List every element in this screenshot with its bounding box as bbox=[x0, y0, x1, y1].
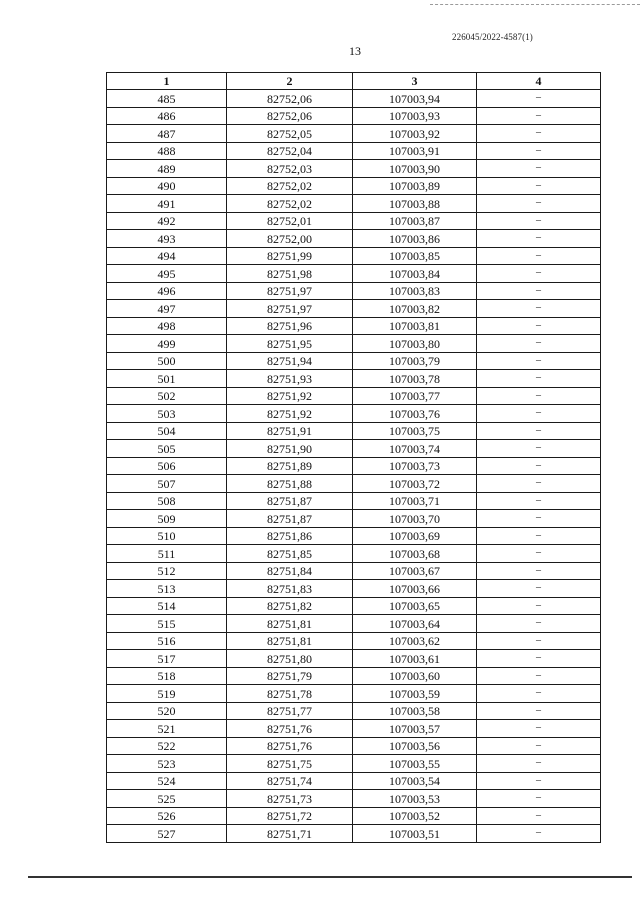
column-header: 3 bbox=[353, 73, 477, 90]
note-cell: – bbox=[477, 650, 601, 668]
table-row bbox=[107, 177, 601, 195]
table-row bbox=[107, 370, 601, 388]
point-number-cell: 503 bbox=[107, 405, 227, 423]
x-coordinate-cell: 82751,76 bbox=[227, 737, 353, 755]
coordinates-table bbox=[106, 72, 601, 843]
note-cell: – bbox=[477, 615, 601, 633]
point-number-cell: 512 bbox=[107, 562, 227, 580]
x-coordinate-cell: 82751,87 bbox=[227, 510, 353, 528]
note-cell: – bbox=[477, 142, 601, 160]
y-coordinate-cell: 107003,89 bbox=[353, 177, 477, 195]
column-header: 2 bbox=[227, 73, 353, 90]
note-cell: – bbox=[477, 405, 601, 423]
note-cell: – bbox=[477, 825, 601, 843]
table-row bbox=[107, 755, 601, 773]
y-coordinate-cell: 107003,79 bbox=[353, 352, 477, 370]
y-coordinate-cell: 107003,87 bbox=[353, 212, 477, 230]
y-coordinate-cell: 107003,83 bbox=[353, 282, 477, 300]
column-header: 4 bbox=[477, 73, 601, 90]
point-number-cell: 497 bbox=[107, 300, 227, 318]
note-cell: – bbox=[477, 527, 601, 545]
point-number-cell: 499 bbox=[107, 335, 227, 353]
table-row bbox=[107, 212, 601, 230]
y-coordinate-cell: 107003,59 bbox=[353, 685, 477, 703]
note-cell: – bbox=[477, 702, 601, 720]
x-coordinate-cell: 82751,82 bbox=[227, 597, 353, 615]
table-row bbox=[107, 440, 601, 458]
note-cell: – bbox=[477, 597, 601, 615]
x-coordinate-cell: 82751,73 bbox=[227, 790, 353, 808]
table-row bbox=[107, 422, 601, 440]
point-number-cell: 501 bbox=[107, 370, 227, 388]
x-coordinate-cell: 82752,01 bbox=[227, 212, 353, 230]
note-cell: – bbox=[477, 370, 601, 388]
note-cell: – bbox=[477, 352, 601, 370]
x-coordinate-cell: 82751,81 bbox=[227, 615, 353, 633]
x-coordinate-cell: 82751,80 bbox=[227, 650, 353, 668]
table-row bbox=[107, 300, 601, 318]
x-coordinate-cell: 82752,04 bbox=[227, 142, 353, 160]
point-number-cell: 488 bbox=[107, 142, 227, 160]
x-coordinate-cell: 82751,74 bbox=[227, 772, 353, 790]
table-header-row bbox=[107, 73, 601, 90]
x-coordinate-cell: 82751,85 bbox=[227, 545, 353, 563]
y-coordinate-cell: 107003,67 bbox=[353, 562, 477, 580]
x-coordinate-cell: 82752,02 bbox=[227, 195, 353, 213]
table-row bbox=[107, 825, 601, 843]
table-row bbox=[107, 282, 601, 300]
point-number-cell: 507 bbox=[107, 475, 227, 493]
note-cell: – bbox=[477, 125, 601, 143]
x-coordinate-cell: 82751,75 bbox=[227, 755, 353, 773]
note-cell: – bbox=[477, 422, 601, 440]
point-number-cell: 498 bbox=[107, 317, 227, 335]
y-coordinate-cell: 107003,92 bbox=[353, 125, 477, 143]
y-coordinate-cell: 107003,69 bbox=[353, 527, 477, 545]
column-header: 1 bbox=[107, 73, 227, 90]
y-coordinate-cell: 107003,74 bbox=[353, 440, 477, 458]
table-row bbox=[107, 807, 601, 825]
x-coordinate-cell: 82751,71 bbox=[227, 825, 353, 843]
table-row bbox=[107, 737, 601, 755]
y-coordinate-cell: 107003,90 bbox=[353, 160, 477, 178]
point-number-cell: 508 bbox=[107, 492, 227, 510]
x-coordinate-cell: 82751,96 bbox=[227, 317, 353, 335]
x-coordinate-cell: 82751,95 bbox=[227, 335, 353, 353]
table-row bbox=[107, 387, 601, 405]
y-coordinate-cell: 107003,86 bbox=[353, 230, 477, 248]
point-number-cell: 502 bbox=[107, 387, 227, 405]
y-coordinate-cell: 107003,75 bbox=[353, 422, 477, 440]
note-cell: – bbox=[477, 457, 601, 475]
x-coordinate-cell: 82751,81 bbox=[227, 632, 353, 650]
table-row bbox=[107, 265, 601, 283]
note-cell: – bbox=[477, 790, 601, 808]
table-row bbox=[107, 720, 601, 738]
point-number-cell: 493 bbox=[107, 230, 227, 248]
point-number-cell: 511 bbox=[107, 545, 227, 563]
point-number-cell: 489 bbox=[107, 160, 227, 178]
note-cell: – bbox=[477, 492, 601, 510]
point-number-cell: 492 bbox=[107, 212, 227, 230]
note-cell: – bbox=[477, 195, 601, 213]
table-row bbox=[107, 702, 601, 720]
x-coordinate-cell: 82751,76 bbox=[227, 720, 353, 738]
note-cell: – bbox=[477, 685, 601, 703]
table-row bbox=[107, 492, 601, 510]
note-cell: – bbox=[477, 510, 601, 528]
table-row bbox=[107, 510, 601, 528]
note-cell: – bbox=[477, 580, 601, 598]
x-coordinate-cell: 82751,90 bbox=[227, 440, 353, 458]
note-cell: – bbox=[477, 667, 601, 685]
table-row bbox=[107, 352, 601, 370]
note-cell: – bbox=[477, 230, 601, 248]
table-row bbox=[107, 545, 601, 563]
x-coordinate-cell: 82752,06 bbox=[227, 90, 353, 108]
point-number-cell: 526 bbox=[107, 807, 227, 825]
table-row bbox=[107, 650, 601, 668]
page-number: 13 bbox=[349, 44, 361, 58]
y-coordinate-cell: 107003,78 bbox=[353, 370, 477, 388]
x-coordinate-cell: 82751,79 bbox=[227, 667, 353, 685]
note-cell: – bbox=[477, 737, 601, 755]
note-cell: – bbox=[477, 632, 601, 650]
note-cell: – bbox=[477, 545, 601, 563]
point-number-cell: 486 bbox=[107, 107, 227, 125]
x-coordinate-cell: 82751,87 bbox=[227, 492, 353, 510]
x-coordinate-cell: 82751,77 bbox=[227, 702, 353, 720]
note-cell: – bbox=[477, 177, 601, 195]
note-cell: – bbox=[477, 300, 601, 318]
table-row bbox=[107, 160, 601, 178]
point-number-cell: 510 bbox=[107, 527, 227, 545]
note-cell: – bbox=[477, 90, 601, 108]
x-coordinate-cell: 82751,78 bbox=[227, 685, 353, 703]
note-cell: – bbox=[477, 440, 601, 458]
table-row bbox=[107, 335, 601, 353]
table-row bbox=[107, 632, 601, 650]
table-row bbox=[107, 317, 601, 335]
x-coordinate-cell: 82752,02 bbox=[227, 177, 353, 195]
table-row bbox=[107, 230, 601, 248]
note-cell: – bbox=[477, 160, 601, 178]
point-number-cell: 527 bbox=[107, 825, 227, 843]
x-coordinate-cell: 82751,89 bbox=[227, 457, 353, 475]
bottom-scan-rule bbox=[28, 876, 632, 878]
note-cell: – bbox=[477, 807, 601, 825]
table-row bbox=[107, 580, 601, 598]
table-row bbox=[107, 405, 601, 423]
y-coordinate-cell: 107003,62 bbox=[353, 632, 477, 650]
y-coordinate-cell: 107003,88 bbox=[353, 195, 477, 213]
table-body bbox=[107, 90, 601, 843]
y-coordinate-cell: 107003,66 bbox=[353, 580, 477, 598]
y-coordinate-cell: 107003,51 bbox=[353, 825, 477, 843]
point-number-cell: 506 bbox=[107, 457, 227, 475]
x-coordinate-cell: 82751,98 bbox=[227, 265, 353, 283]
table-row bbox=[107, 685, 601, 703]
table-row bbox=[107, 772, 601, 790]
y-coordinate-cell: 107003,55 bbox=[353, 755, 477, 773]
y-coordinate-cell: 107003,73 bbox=[353, 457, 477, 475]
x-coordinate-cell: 82751,72 bbox=[227, 807, 353, 825]
table-row bbox=[107, 562, 601, 580]
y-coordinate-cell: 107003,68 bbox=[353, 545, 477, 563]
y-coordinate-cell: 107003,53 bbox=[353, 790, 477, 808]
y-coordinate-cell: 107003,93 bbox=[353, 107, 477, 125]
point-number-cell: 515 bbox=[107, 615, 227, 633]
point-number-cell: 518 bbox=[107, 667, 227, 685]
y-coordinate-cell: 107003,71 bbox=[353, 492, 477, 510]
x-coordinate-cell: 82751,93 bbox=[227, 370, 353, 388]
top-scan-rule bbox=[430, 4, 640, 5]
note-cell: – bbox=[477, 212, 601, 230]
y-coordinate-cell: 107003,82 bbox=[353, 300, 477, 318]
point-number-cell: 509 bbox=[107, 510, 227, 528]
note-cell: – bbox=[477, 282, 601, 300]
x-coordinate-cell: 82752,05 bbox=[227, 125, 353, 143]
table-row bbox=[107, 90, 601, 108]
x-coordinate-cell: 82751,86 bbox=[227, 527, 353, 545]
point-number-cell: 487 bbox=[107, 125, 227, 143]
point-number-cell: 523 bbox=[107, 755, 227, 773]
y-coordinate-cell: 107003,77 bbox=[353, 387, 477, 405]
y-coordinate-cell: 107003,58 bbox=[353, 702, 477, 720]
point-number-cell: 517 bbox=[107, 650, 227, 668]
x-coordinate-cell: 82751,99 bbox=[227, 247, 353, 265]
note-cell: – bbox=[477, 107, 601, 125]
point-number-cell: 504 bbox=[107, 422, 227, 440]
table-row bbox=[107, 615, 601, 633]
note-cell: – bbox=[477, 317, 601, 335]
table-row bbox=[107, 125, 601, 143]
x-coordinate-cell: 82751,91 bbox=[227, 422, 353, 440]
table-row bbox=[107, 597, 601, 615]
point-number-cell: 514 bbox=[107, 597, 227, 615]
point-number-cell: 513 bbox=[107, 580, 227, 598]
document-number: 226045/2022-4587(1) bbox=[452, 32, 533, 42]
y-coordinate-cell: 107003,81 bbox=[353, 317, 477, 335]
y-coordinate-cell: 107003,70 bbox=[353, 510, 477, 528]
x-coordinate-cell: 82751,97 bbox=[227, 300, 353, 318]
point-number-cell: 519 bbox=[107, 685, 227, 703]
note-cell: – bbox=[477, 265, 601, 283]
note-cell: – bbox=[477, 755, 601, 773]
point-number-cell: 491 bbox=[107, 195, 227, 213]
note-cell: – bbox=[477, 387, 601, 405]
y-coordinate-cell: 107003,52 bbox=[353, 807, 477, 825]
point-number-cell: 525 bbox=[107, 790, 227, 808]
y-coordinate-cell: 107003,80 bbox=[353, 335, 477, 353]
x-coordinate-cell: 82751,84 bbox=[227, 562, 353, 580]
table-row bbox=[107, 667, 601, 685]
note-cell: – bbox=[477, 772, 601, 790]
y-coordinate-cell: 107003,94 bbox=[353, 90, 477, 108]
y-coordinate-cell: 107003,56 bbox=[353, 737, 477, 755]
point-number-cell: 521 bbox=[107, 720, 227, 738]
y-coordinate-cell: 107003,65 bbox=[353, 597, 477, 615]
point-number-cell: 522 bbox=[107, 737, 227, 755]
y-coordinate-cell: 107003,91 bbox=[353, 142, 477, 160]
note-cell: – bbox=[477, 475, 601, 493]
x-coordinate-cell: 82752,00 bbox=[227, 230, 353, 248]
x-coordinate-cell: 82751,97 bbox=[227, 282, 353, 300]
table-row bbox=[107, 527, 601, 545]
table-row bbox=[107, 107, 601, 125]
point-number-cell: 520 bbox=[107, 702, 227, 720]
note-cell: – bbox=[477, 247, 601, 265]
y-coordinate-cell: 107003,54 bbox=[353, 772, 477, 790]
point-number-cell: 524 bbox=[107, 772, 227, 790]
y-coordinate-cell: 107003,85 bbox=[353, 247, 477, 265]
y-coordinate-cell: 107003,72 bbox=[353, 475, 477, 493]
point-number-cell: 516 bbox=[107, 632, 227, 650]
table-row bbox=[107, 457, 601, 475]
y-coordinate-cell: 107003,84 bbox=[353, 265, 477, 283]
note-cell: – bbox=[477, 335, 601, 353]
x-coordinate-cell: 82752,03 bbox=[227, 160, 353, 178]
note-cell: – bbox=[477, 562, 601, 580]
y-coordinate-cell: 107003,57 bbox=[353, 720, 477, 738]
x-coordinate-cell: 82751,88 bbox=[227, 475, 353, 493]
table-row bbox=[107, 247, 601, 265]
point-number-cell: 500 bbox=[107, 352, 227, 370]
table-row bbox=[107, 195, 601, 213]
note-cell: – bbox=[477, 720, 601, 738]
x-coordinate-cell: 82751,94 bbox=[227, 352, 353, 370]
table-row bbox=[107, 475, 601, 493]
y-coordinate-cell: 107003,60 bbox=[353, 667, 477, 685]
point-number-cell: 494 bbox=[107, 247, 227, 265]
table-row bbox=[107, 142, 601, 160]
point-number-cell: 505 bbox=[107, 440, 227, 458]
y-coordinate-cell: 107003,76 bbox=[353, 405, 477, 423]
x-coordinate-cell: 82751,92 bbox=[227, 387, 353, 405]
x-coordinate-cell: 82752,06 bbox=[227, 107, 353, 125]
point-number-cell: 495 bbox=[107, 265, 227, 283]
point-number-cell: 496 bbox=[107, 282, 227, 300]
y-coordinate-cell: 107003,64 bbox=[353, 615, 477, 633]
y-coordinate-cell: 107003,61 bbox=[353, 650, 477, 668]
x-coordinate-cell: 82751,83 bbox=[227, 580, 353, 598]
point-number-cell: 485 bbox=[107, 90, 227, 108]
point-number-cell: 490 bbox=[107, 177, 227, 195]
table-row bbox=[107, 790, 601, 808]
x-coordinate-cell: 82751,92 bbox=[227, 405, 353, 423]
